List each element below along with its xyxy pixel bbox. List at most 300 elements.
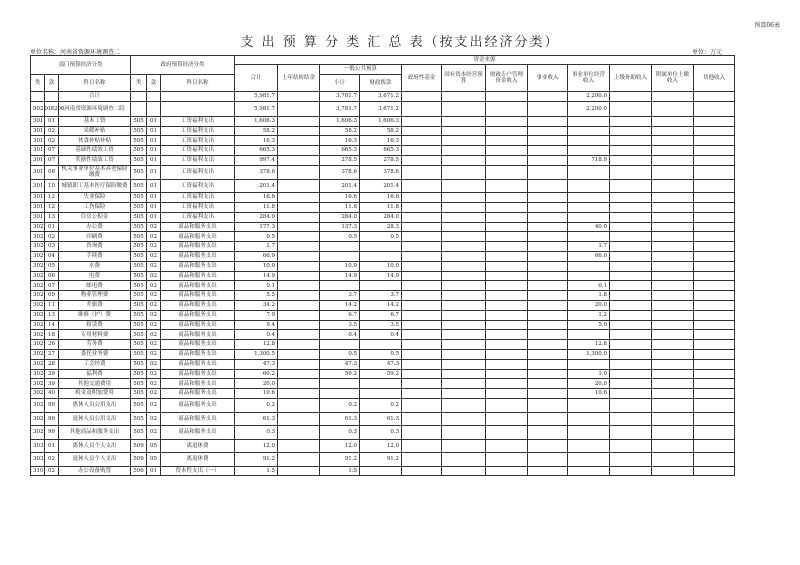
cell-dk [45,92,59,102]
cell-spec [486,232,528,242]
cell-aff [652,453,694,467]
cell-sup [610,222,652,232]
cell-soe [442,340,486,350]
cell-dn: 税金及附加费用 [59,389,131,399]
cell-dk: 29 [45,369,59,379]
cell-fiscal: 3,671.2 [360,101,402,116]
cell-gl: 505 [131,271,147,281]
cell-biz [528,389,568,399]
cell-carry [278,466,320,476]
cell-sub: 3.5 [320,320,360,330]
cell-carry [278,136,320,146]
cell-biz [528,232,568,242]
cell-gk: 02 [147,320,161,330]
cell-gk: 05 [147,453,161,467]
cell-dk: 08 [45,165,59,179]
cell-carry [278,271,320,281]
cell-aff [652,232,694,242]
cell-carry [278,379,320,389]
cell-fiscal: 284.0 [360,212,402,222]
cell-gn: 商品和服务支出 [161,350,235,360]
cell-biz [528,179,568,193]
cell-total: 5,981.7 [235,101,278,116]
cell-biz [528,222,568,232]
cell-gn: 商品和服务支出 [161,389,235,399]
cell-dn: 河南省资源环境调查二院 [59,101,131,116]
cell-sub: 665.3 [320,146,360,156]
cell-sub: 61.3 [320,412,360,426]
cell-total: 997.4 [235,155,278,165]
cell-biz [528,116,568,126]
table-row [31,126,735,136]
header-business-income: 事业收入 [528,65,568,92]
cell-carry [278,350,320,360]
cell-gl: 505 [131,222,147,232]
cell-spec [486,146,528,156]
cell-sup [610,136,652,146]
cell-soe [442,389,486,399]
cell-biz [528,466,568,476]
cell-sub [320,379,360,389]
header-other-income: 其他收入 [694,65,735,92]
cell-sub: 3,781.7 [320,92,360,102]
cell-total: 14.9 [235,271,278,281]
cell-surplus [568,412,610,426]
header-gov-kuan: 款 [147,75,161,92]
cell-gl: 505 [131,399,147,413]
cell-spec [486,155,528,165]
cell-soe [442,466,486,476]
cell-total: 5,981.7 [235,92,278,102]
cell-total: 284.0 [235,212,278,222]
cell-soe [442,291,486,301]
cell-gov [402,340,442,350]
cell-biz [528,193,568,203]
cell-spec [486,453,528,467]
cell-surplus [568,146,610,156]
cell-gn: 工资福利支出 [161,116,235,126]
cell-surplus [568,466,610,476]
table-row [31,116,735,126]
cell-gov [402,330,442,340]
cell-soe [442,212,486,222]
cell-soe [442,359,486,369]
cell-gn: 离退休费 [161,439,235,453]
table-row [31,222,735,232]
header-dept-class: 部门预算经济分类 [31,56,131,75]
cell-dn: 专用材料费 [59,330,131,340]
cell-total: 0.5 [235,232,278,242]
cell-gk: 02 [147,426,161,440]
cell-aff [652,389,694,399]
cell-gl: 505 [131,291,147,301]
cell-carry [278,212,320,222]
header-dept-kuan: 款 [45,75,59,92]
cell-sup [610,320,652,330]
cell-dl: 301 [31,193,45,203]
cell-fiscal: 14.2 [360,301,402,311]
cell-gk: 02 [147,301,161,311]
cell-fiscal [360,281,402,291]
cell-aff [652,439,694,453]
cell-other [694,350,735,360]
cell-carry [278,301,320,311]
cell-fiscal: 3,671.2 [360,92,402,102]
cell-aff [652,426,694,440]
cell-gl: 505 [131,320,147,330]
cell-surplus [568,330,610,340]
cell-biz [528,146,568,156]
cell-total: 11.8 [235,203,278,213]
cell-spec [486,252,528,262]
cell-gov [402,320,442,330]
cell-biz [528,165,568,179]
cell-gl [131,92,147,102]
cell-dl: 302 [31,232,45,242]
cell-biz [528,350,568,360]
cell-soe [442,426,486,440]
cell-total: 1.5 [235,466,278,476]
cell-other [694,291,735,301]
cell-spec [486,126,528,136]
cell-gov [402,379,442,389]
cell-aff [652,193,694,203]
cell-other [694,232,735,242]
cell-surplus: 1.8 [568,291,610,301]
table-row [31,203,735,213]
cell-dk: 27 [45,350,59,360]
cell-sub [320,340,360,350]
cell-aff [652,242,694,252]
cell-other [694,399,735,413]
cell-other [694,165,735,179]
cell-surplus: 1.7 [568,242,610,252]
cell-gl: 509 [131,453,147,467]
cell-fiscal [360,252,402,262]
cell-spec [486,165,528,179]
cell-other [694,453,735,467]
cell-carry [278,146,320,156]
cell-sub: 0.5 [320,350,360,360]
cell-gn: 离退休费 [161,453,235,467]
cell-total: 1,606.3 [235,116,278,126]
cell-sub: 58.2 [320,126,360,136]
cell-other [694,261,735,271]
cell-other [694,359,735,369]
table-row [31,101,735,116]
cell-gk: 01 [147,155,161,165]
cell-soe [442,379,486,389]
cell-surplus: 718.9 [568,155,610,165]
cell-fiscal: 0.5 [360,232,402,242]
cell-gl: 505 [131,359,147,369]
cell-biz [528,281,568,291]
cell-dl: 301 [31,136,45,146]
cell-aff [652,203,694,213]
cell-dk: 28 [45,359,59,369]
cell-other [694,193,735,203]
cell-gov [402,389,442,399]
cell-total: 177.3 [235,222,278,232]
cell-dk: 02 [45,126,59,136]
cell-other [694,301,735,311]
cell-dl: 302 [31,389,45,399]
cell-carry [278,203,320,213]
cell-dl: 301 [31,179,45,193]
cell-dl: 302 [31,281,45,291]
cell-total: 0.2 [235,399,278,413]
cell-dl: 301 [31,203,45,213]
cell-gk: 02 [147,232,161,242]
cell-gov [402,126,442,136]
cell-gk: 01 [147,179,161,193]
table-row [31,426,735,440]
cell-gn [161,92,235,102]
cell-sub: 201.4 [320,179,360,193]
cell-dl: 302 [31,320,45,330]
cell-gov [402,399,442,413]
cell-dn: 离休人员个人支出 [59,439,131,453]
cell-gn: 商品和服务支出 [161,379,235,389]
cell-spec [486,439,528,453]
cell-other [694,412,735,426]
cell-sup [610,466,652,476]
cell-dn: 退休人员公用支出 [59,412,131,426]
cell-dl: 302 [31,271,45,281]
cell-dk: 39 [45,379,59,389]
cell-carry [278,291,320,301]
cell-gl: 505 [131,252,147,262]
cell-sup [610,203,652,213]
cell-carry [278,281,320,291]
cell-dk: 01 [45,222,59,232]
cell-gov [402,261,442,271]
cell-gov [402,242,442,252]
cell-gk [147,92,161,102]
cell-sub: 0.2 [320,399,360,413]
cell-gn: 商品和服务支出 [161,412,235,426]
table-row [31,291,735,301]
cell-surplus: 12.8 [568,340,610,350]
cell-surplus [568,212,610,222]
cell-gov [402,232,442,242]
cell-fiscal: 0.5 [360,350,402,360]
cell-carry [278,369,320,379]
cell-spec [486,291,528,301]
cell-soe [442,369,486,379]
cell-gl: 505 [131,193,147,203]
cell-surplus [568,359,610,369]
cell-aff [652,222,694,232]
unit-name: 单位名称：河南省资源环境调查二 [30,49,121,56]
cell-biz [528,379,568,389]
cell-sub: 137.3 [320,222,360,232]
cell-fiscal [360,466,402,476]
cell-sub: 1,606.3 [320,116,360,126]
cell-total: 91.2 [235,453,278,467]
cell-gov [402,101,442,116]
cell-spec [486,399,528,413]
cell-other [694,179,735,193]
table-row [31,412,735,426]
cell-spec [486,271,528,281]
cell-gn: 商品和服务支出 [161,320,235,330]
cell-aff [652,350,694,360]
cell-carry [278,155,320,165]
cell-spec [486,369,528,379]
cell-dl: 301 [31,165,45,179]
cell-fiscal [360,389,402,399]
cell-gn: 工资福利支出 [161,203,235,213]
cell-gn: 商品和服务支出 [161,242,235,252]
cell-sup [610,412,652,426]
cell-sub: 10.0 [320,261,360,271]
expenditure-table [30,55,735,476]
cell-carry [278,126,320,136]
cell-gn: 商品和服务支出 [161,281,235,291]
cell-spec [486,412,528,426]
cell-gl: 505 [131,242,147,252]
cell-gn: 商品和服务支出 [161,261,235,271]
cell-gl: 506 [131,466,147,476]
cell-surplus [568,453,610,467]
cell-fiscal: 47.3 [360,359,402,369]
cell-soe [442,350,486,360]
cell-gk: 02 [147,222,161,232]
cell-soe [442,399,486,413]
cell-carry [278,92,320,102]
cell-gov [402,426,442,440]
cell-gn: 工资福利支出 [161,212,235,222]
cell-surplus: 20.0 [568,379,610,389]
cell-biz [528,212,568,222]
cell-dl: 303 [31,453,45,467]
cell-total: 16.3 [235,136,278,146]
header-affiliated-income: 附属单位上缴收入 [652,65,694,92]
cell-sup [610,350,652,360]
cell-surplus: 0.1 [568,281,610,291]
table-row [31,193,735,203]
cell-spec [486,179,528,193]
header-fiscal-grant: 财政拨款 [360,75,402,92]
cell-sup [610,242,652,252]
cell-gn: 商品和服务支出 [161,340,235,350]
cell-biz [528,301,568,311]
cell-fiscal: 10.0 [360,261,402,271]
cell-carry [278,193,320,203]
cell-fiscal: 12.0 [360,439,402,453]
cell-gl: 505 [131,179,147,193]
cell-sub: 278.5 [320,155,360,165]
cell-spec [486,310,528,320]
cell-soe [442,193,486,203]
table-row [31,389,735,399]
cell-dk: 01 [45,116,59,126]
cell-gk: 02 [147,350,161,360]
cell-dl: 302 [31,252,45,262]
cell-dl: 302 [31,291,45,301]
cell-gl: 505 [131,261,147,271]
cell-carry [278,330,320,340]
cell-gl: 505 [131,310,147,320]
cell-other [694,271,735,281]
cell-dl: 301 [31,212,45,222]
cell-total: 60.2 [235,369,278,379]
cell-gov [402,291,442,301]
cell-soe [442,222,486,232]
cell-surplus [568,261,610,271]
cell-gl: 505 [131,136,147,146]
cell-gk: 01 [147,212,161,222]
cell-dk: 05 [45,261,59,271]
cell-surplus [568,165,610,179]
cell-sup [610,116,652,126]
cell-biz [528,101,568,116]
cell-carry [278,116,320,126]
cell-sup [610,271,652,281]
cell-gn: 商品和服务支出 [161,330,235,340]
cell-fiscal: 16.6 [360,193,402,203]
cell-carry [278,439,320,453]
cell-soe [442,116,486,126]
cell-total: 0.1 [235,281,278,291]
cell-gk: 02 [147,359,161,369]
header-soe-capital: 国有资本经营预算 [442,65,486,92]
cell-gov [402,155,442,165]
cell-fiscal [360,242,402,252]
cell-other [694,126,735,136]
cell-dk: 18 [45,330,59,340]
cell-gl: 505 [131,155,147,165]
cell-aff [652,179,694,193]
cell-gn: 商品和服务支出 [161,232,235,242]
cell-carry [278,359,320,369]
cell-dn: 采暖补贴 [59,126,131,136]
cell-sub [320,252,360,262]
cell-aff [652,116,694,126]
cell-gov [402,212,442,222]
cell-surplus: 10.6 [568,389,610,399]
cell-gn: 商品和服务支出 [161,369,235,379]
header-funding-source: 资金来源 [235,56,735,65]
cell-gk: 02 [147,369,161,379]
cell-dl: 301 [31,126,45,136]
cell-surplus: 1.2 [568,310,610,320]
header-gov-lei: 类 [131,75,147,92]
cell-gn: 商品和服务支出 [161,291,235,301]
cell-dl: 902208206 [31,101,45,116]
header-carryover: 上年结转结余 [278,65,320,92]
cell-total: 1,300.5 [235,350,278,360]
cell-surplus [568,399,610,413]
cell-dk: 13 [45,212,59,222]
cell-dl: 301 [31,116,45,126]
cell-total: 12.0 [235,439,278,453]
cell-gov [402,92,442,102]
cell-gn: 工资福利支出 [161,146,235,156]
cell-sub: 0.3 [320,426,360,440]
table-row [31,92,735,102]
cell-aff [652,340,694,350]
cell-fiscal: 58.2 [360,126,402,136]
cell-sub: 1.5 [320,466,360,476]
cell-other [694,222,735,232]
cell-gk: 02 [147,389,161,399]
cell-gk: 02 [147,291,161,301]
table-row [31,340,735,350]
cell-spec [486,101,528,116]
cell-aff [652,146,694,156]
